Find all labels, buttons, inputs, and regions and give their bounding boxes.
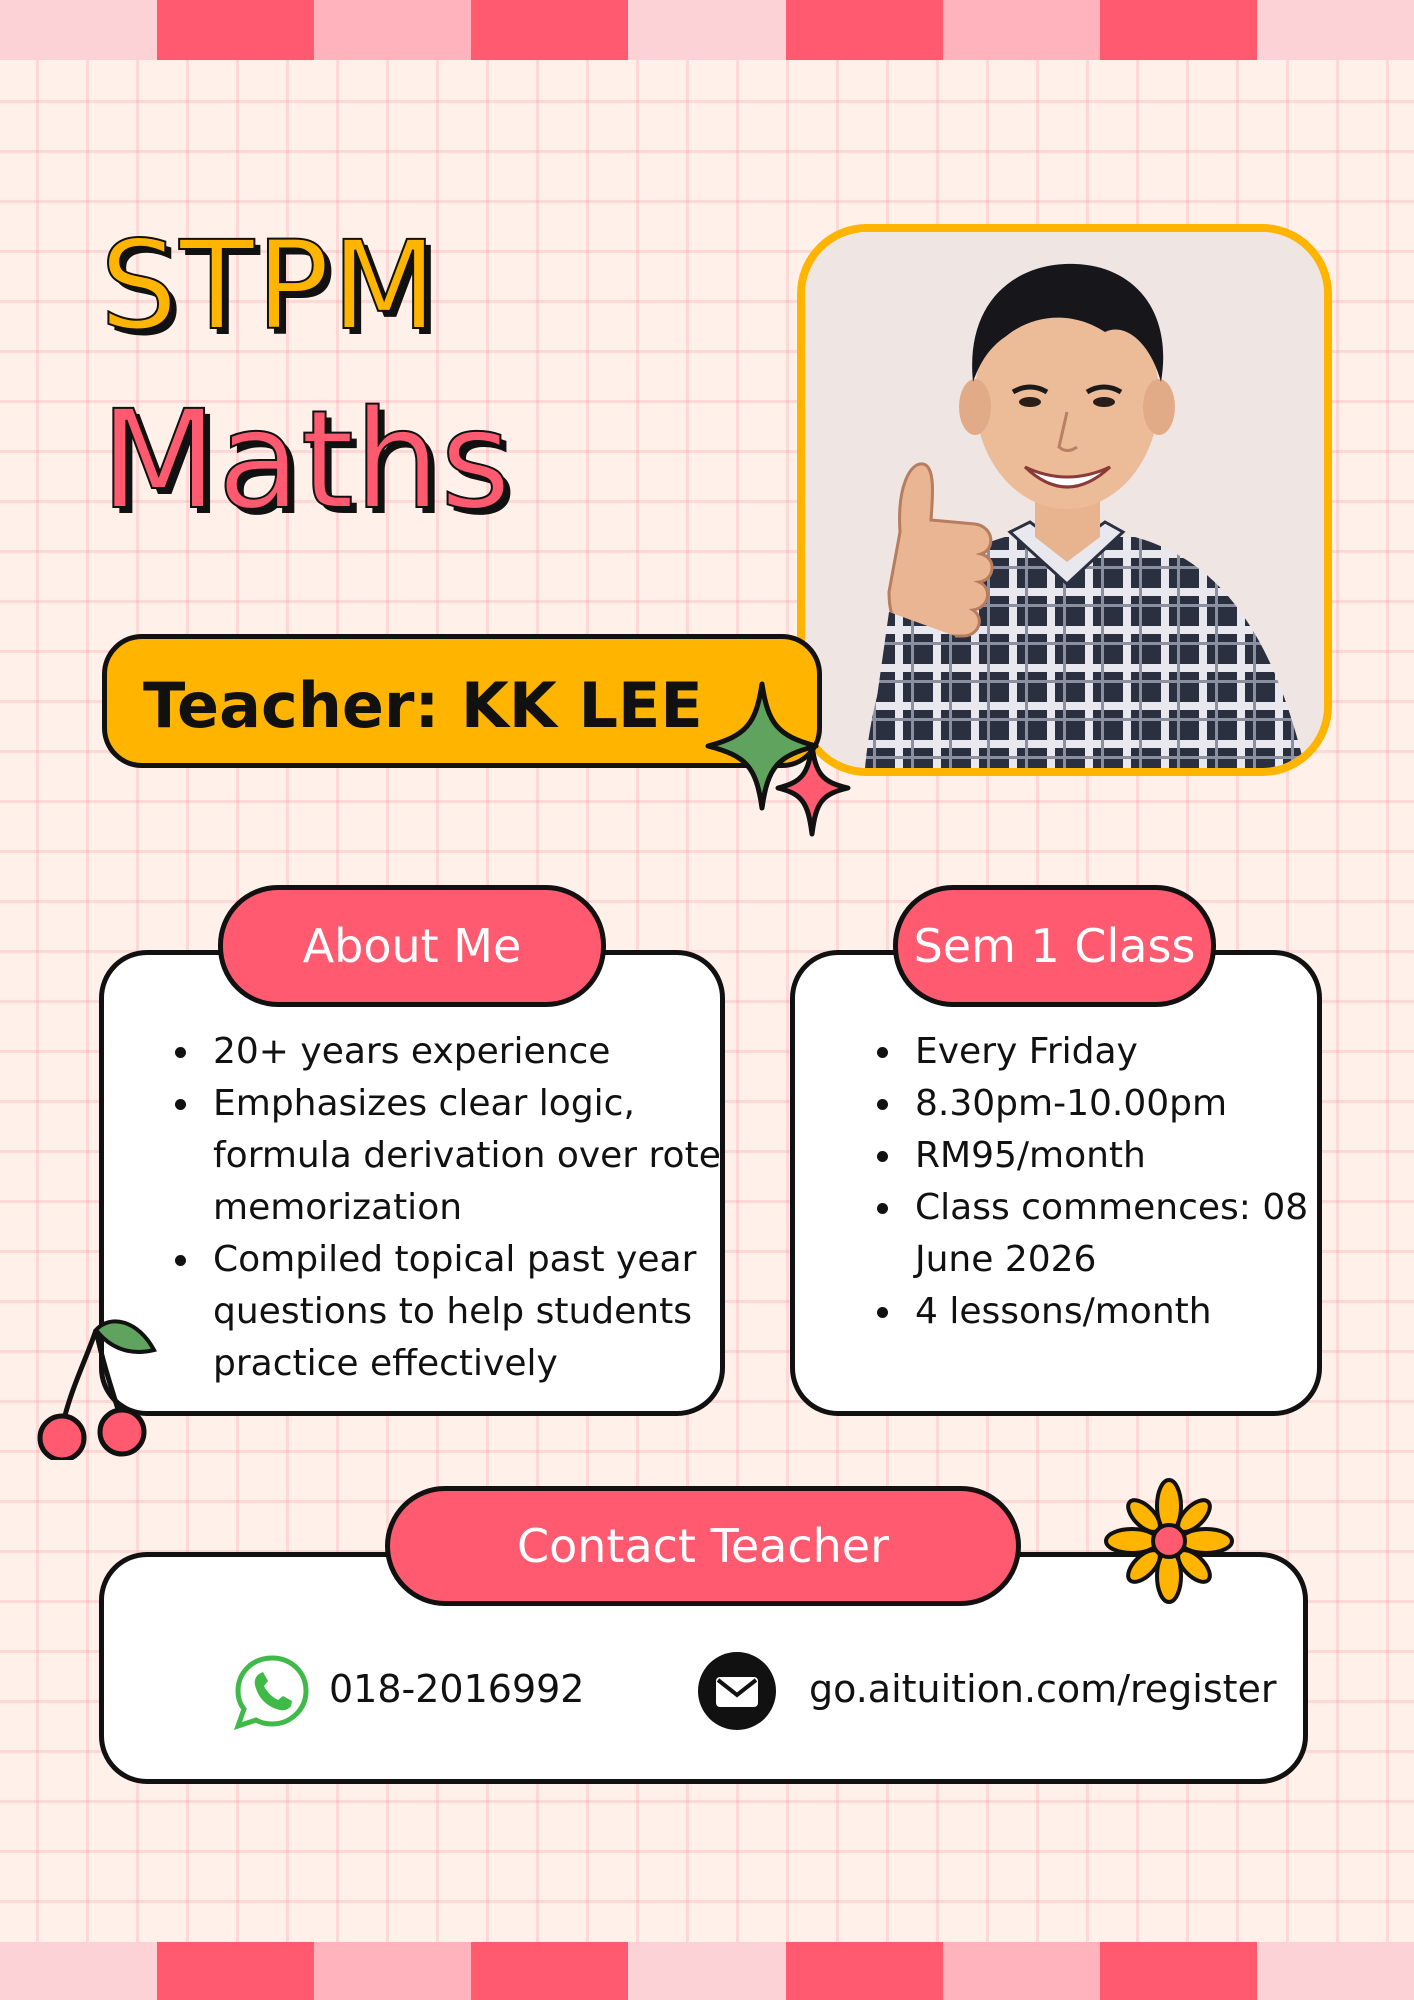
top-stripe	[0, 0, 1414, 60]
list-item: • Compiled topical past year questions to help students practice effectively	[203, 1234, 743, 1390]
list-item: • Every Friday	[905, 1026, 1345, 1078]
about-heading: About Me	[218, 885, 606, 1007]
sem-class-heading: Sem 1 Class	[893, 885, 1216, 1007]
title-maths: Maths	[100, 382, 512, 540]
list-item: • 8.30pm-10.00pm	[905, 1078, 1345, 1130]
list-item: • 4 lessons/month	[905, 1286, 1345, 1338]
bottom-stripe	[0, 1942, 1414, 2000]
contact-heading: Contact Teacher	[385, 1486, 1021, 1606]
title-stpm: STPM	[100, 215, 439, 357]
website-link[interactable]: go.aituition.com/register	[809, 1667, 1277, 1711]
whatsapp-icon	[232, 1652, 312, 1732]
list-item: • RM95/month	[905, 1130, 1345, 1182]
teacher-portrait	[805, 232, 1324, 768]
sparkle-icon	[690, 674, 860, 844]
cherry-icon	[30, 1310, 170, 1460]
list-item: • Emphasizes clear logic, formula derivation over rote memorization	[203, 1078, 743, 1234]
mail-icon	[698, 1652, 776, 1730]
teacher-name: Teacher: KK LEE	[143, 669, 703, 742]
phone-number[interactable]: 018-2016992	[329, 1667, 585, 1711]
sem-class-list	[862, 1026, 1345, 1338]
flower-icon	[1104, 1478, 1234, 1604]
about-list	[160, 1026, 743, 1390]
teacher-photo	[797, 224, 1332, 776]
list-item: • 20+ years experience	[203, 1026, 743, 1078]
list-item: • Class commences: 08 June 2026	[905, 1182, 1345, 1286]
